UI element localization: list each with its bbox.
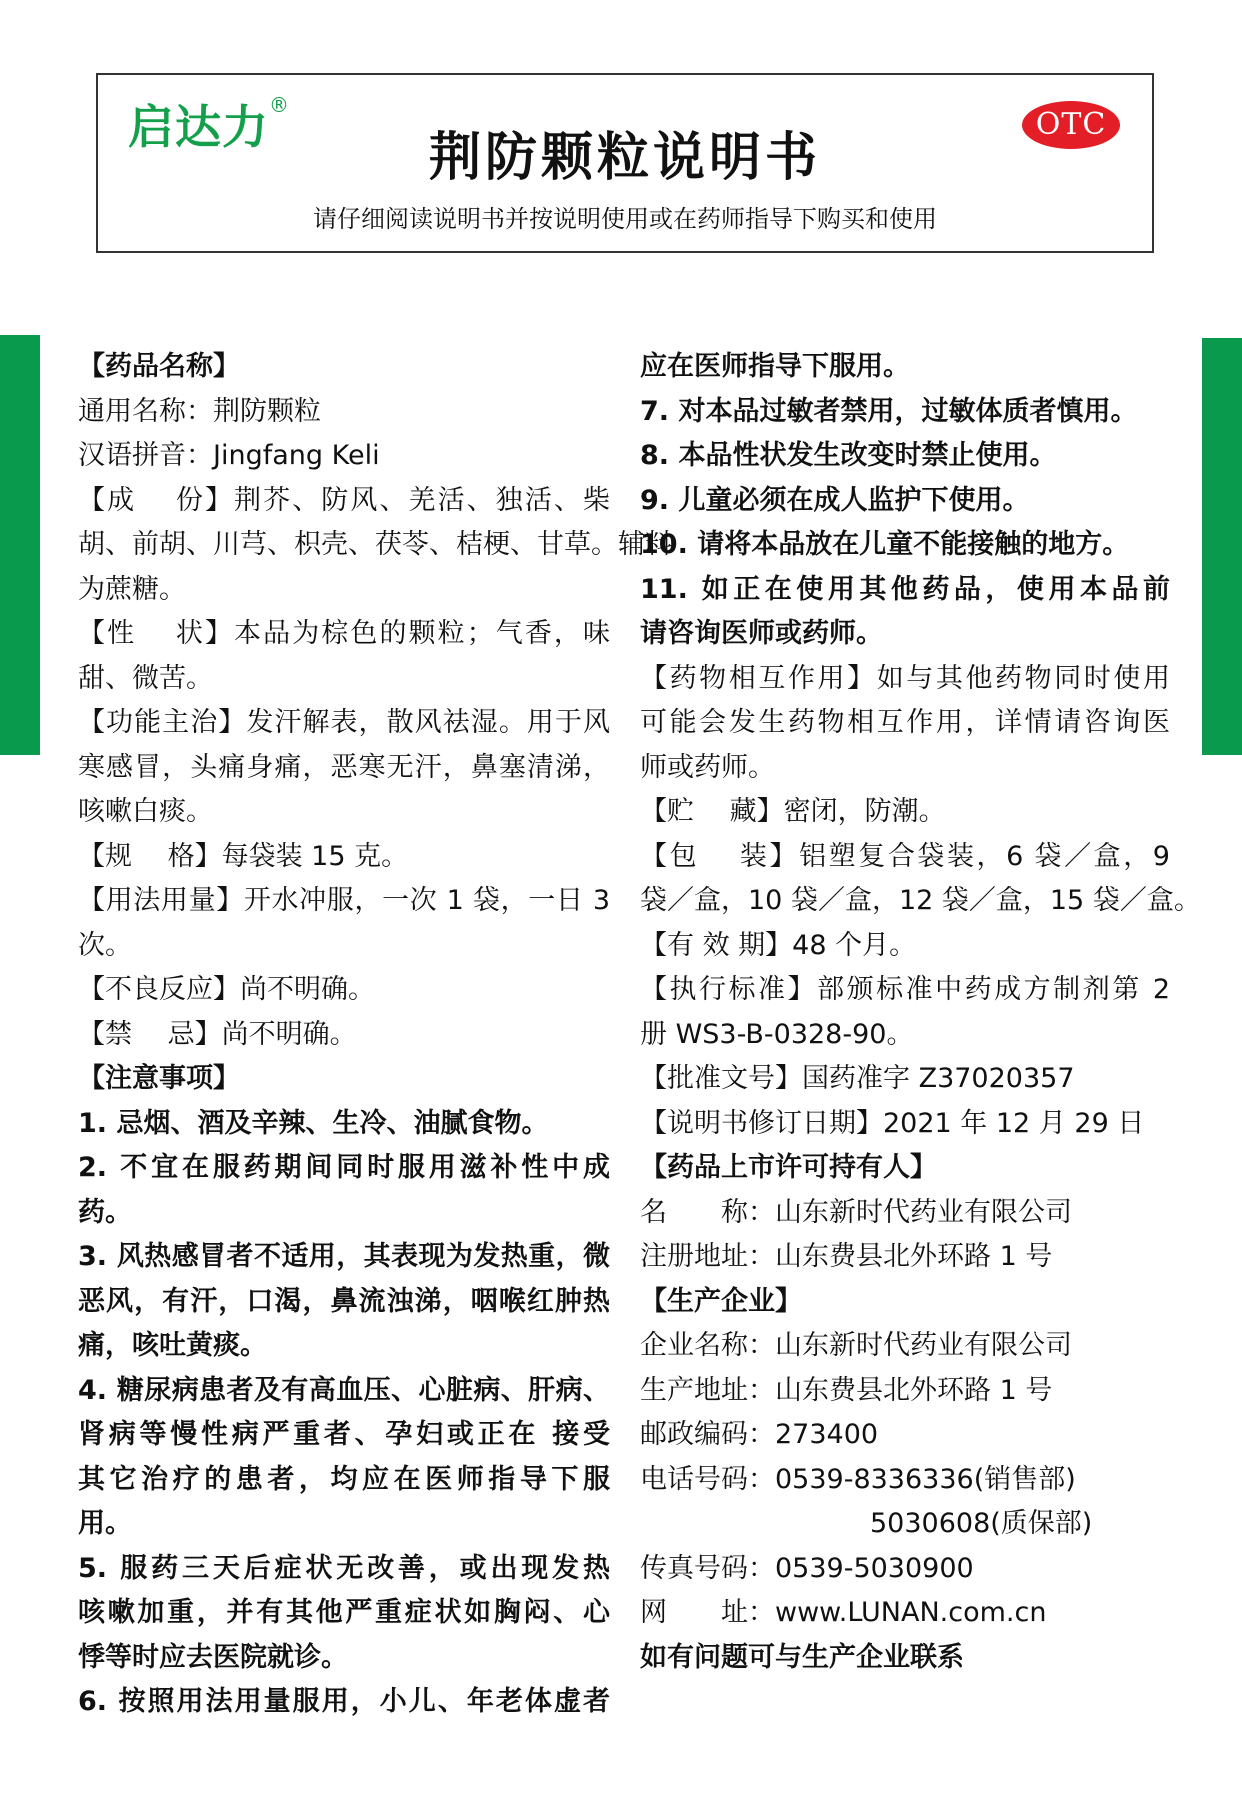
left-column-line: 咳嗽加重，并有其他严重症状如胸闷、心 — [78, 1597, 610, 1628]
right-column-line: 名 称：山东新时代药业有限公司 — [640, 1196, 1072, 1228]
right-column-line: 如有问题可与生产企业联系 — [640, 1641, 964, 1673]
left-text-column — [78, 345, 672, 1725]
left-column-line: 痛，咳吐黄痰。 — [78, 1330, 267, 1361]
left-column-line: 甜、微苦。 — [78, 662, 213, 694]
left-column-line: 【规 格】每袋装 15 克。 — [78, 840, 409, 872]
left-column-line: 寒感冒，头痛身痛，恶寒无汗，鼻塞清涕， — [78, 751, 610, 783]
right-column-line: 册 WS3-B-0328-90。 — [640, 1018, 914, 1050]
right-column-line: 【批准文号】国药准字 Z37020357 — [640, 1063, 1075, 1094]
right-column-line: 【贮 藏】密闭，防潮。 — [640, 796, 946, 827]
right-column-line: 可能会发生药物相互作用，详情请咨询医 — [640, 707, 1170, 738]
left-column-line: 【功能主治】发汗解表，散风祛湿。用于风 — [78, 707, 610, 738]
left-column-line: 为蔗糖。 — [78, 573, 186, 605]
right-column-line: 请咨询医师或药师。 — [640, 618, 883, 649]
registered-mark: ® — [269, 93, 290, 117]
left-column-line: 次。 — [78, 929, 132, 961]
left-column-line: 汉语拼音：Jingfang Keli — [78, 440, 380, 471]
right-column-line: 【执行标准】部颁标准中药成方制剂第 2 — [640, 974, 1170, 1005]
left-column-line: 恶风，有汗，口渴，鼻流浊涕，咽喉红肿热 — [78, 1285, 610, 1317]
right-column-line: 注册地址：山东费县北外环路 1 号 — [640, 1241, 1053, 1272]
right-column-line: 【生产企业】 — [640, 1285, 802, 1317]
left-column-line: 悸等时应去医院就诊。 — [78, 1641, 348, 1673]
left-column-line: 3. 风热感冒者不适用，其表现为发热重，微 — [78, 1241, 610, 1272]
right-green-bar — [1202, 338, 1242, 755]
left-column-line: 【性 状】本品为棕色的颗粒；气香，味 — [78, 618, 610, 649]
right-column-line: 传真号码：0539-5030900 — [640, 1552, 974, 1584]
right-column-line: 【药物相互作用】如与其他药物同时使用 — [640, 662, 1170, 694]
document-header — [96, 73, 1154, 253]
left-column-line: 【不良反应】尚不明确。 — [78, 974, 375, 1005]
right-column-line: 电话号码：0539-8336336(销售部) — [640, 1463, 1076, 1495]
left-column-line: 【注意事项】 — [78, 1063, 240, 1094]
left-column-line: 【成 份】荆芥、防风、羌活、独活、柴 — [78, 484, 610, 516]
right-column-line: 【包 装】铝塑复合袋装，6 袋／盒，9 — [640, 840, 1170, 872]
right-column-line: 10. 请将本品放在儿童不能接触的地方。 — [640, 529, 1130, 560]
right-column-line: 7. 对本品过敏者禁用，过敏体质者慎用。 — [640, 395, 1138, 427]
right-column-line: 邮政编码：273400 — [640, 1419, 879, 1450]
left-column-line: 4. 糖尿病患者及有高血压、心脏病、肝病、 — [78, 1374, 610, 1406]
right-column-line: 【有 效 期】48 个月。 — [640, 929, 917, 961]
right-text-column — [640, 345, 1201, 1680]
right-column-line: 网 址：www.LUNAN.com.cn — [640, 1597, 1047, 1628]
right-column-line: 11. 如正在使用其他药品，使用本品前 — [640, 573, 1170, 605]
left-column-line: 2. 不宜在服药期间同时服用滋补性中成 — [78, 1152, 610, 1183]
otc-badge: OTC — [1022, 101, 1120, 149]
right-column-line: 5030608(质保部) — [870, 1508, 1093, 1539]
left-column-line: 药。 — [78, 1196, 132, 1228]
right-column-line: 师或药师。 — [640, 751, 775, 783]
left-column-line: 5. 服药三天后症状无改善，或出现发热 — [78, 1552, 610, 1584]
left-column-line: 6. 按照用法用量服用，小儿、年老体虚者 — [78, 1686, 610, 1717]
left-column-line: 【禁 忌】尚不明确。 — [78, 1018, 357, 1050]
brand-name: 启达力 — [128, 100, 269, 154]
left-column-line: 咳嗽白痰。 — [78, 796, 213, 827]
left-column-line: 【用法用量】开水冲服，一次 1 袋，一日 3 — [78, 885, 610, 916]
right-column-line: 【药品上市许可持有人】 — [640, 1152, 937, 1183]
left-green-bar — [0, 335, 40, 755]
right-column-line: 9. 儿童必须在成人监护下使用。 — [640, 484, 1030, 516]
right-column-line: 企业名称：山东新时代药业有限公司 — [640, 1330, 1072, 1361]
right-column-line: 生产地址：山东费县北外环路 1 号 — [640, 1374, 1053, 1406]
left-column-line: 其它治疗的患者，均应在医师指导下服 — [78, 1463, 610, 1495]
left-column-line: 1. 忌烟、酒及辛辣、生冷、油腻食物。 — [78, 1107, 549, 1139]
right-column-line: 【说明书修订日期】2021 年 12 月 29 日 — [640, 1107, 1145, 1139]
left-column-line: 胡、前胡、川芎、枳壳、茯苓、桔梗、甘草。辅料 — [78, 529, 672, 560]
right-column-line: 应在医师指导下服用。 — [640, 351, 910, 382]
right-column-line: 袋／盒，10 袋／盒，12 袋／盒，15 袋／盒。 — [640, 885, 1201, 916]
right-column-line: 8. 本品性状发生改变时禁止使用。 — [640, 440, 1057, 471]
left-column-line: 用。 — [78, 1508, 132, 1539]
left-column-line: 肾病等慢性病严重者、孕妇或正在 接受 — [78, 1419, 610, 1450]
document-title: 荆防颗粒说明书 — [428, 128, 821, 188]
usage-warning: 请仔细阅读说明书并按说明使用或在药师指导下购买和使用 — [313, 205, 937, 233]
left-column-line: 通用名称：荆防颗粒 — [78, 395, 321, 427]
left-column-line: 【药品名称】 — [78, 351, 240, 382]
